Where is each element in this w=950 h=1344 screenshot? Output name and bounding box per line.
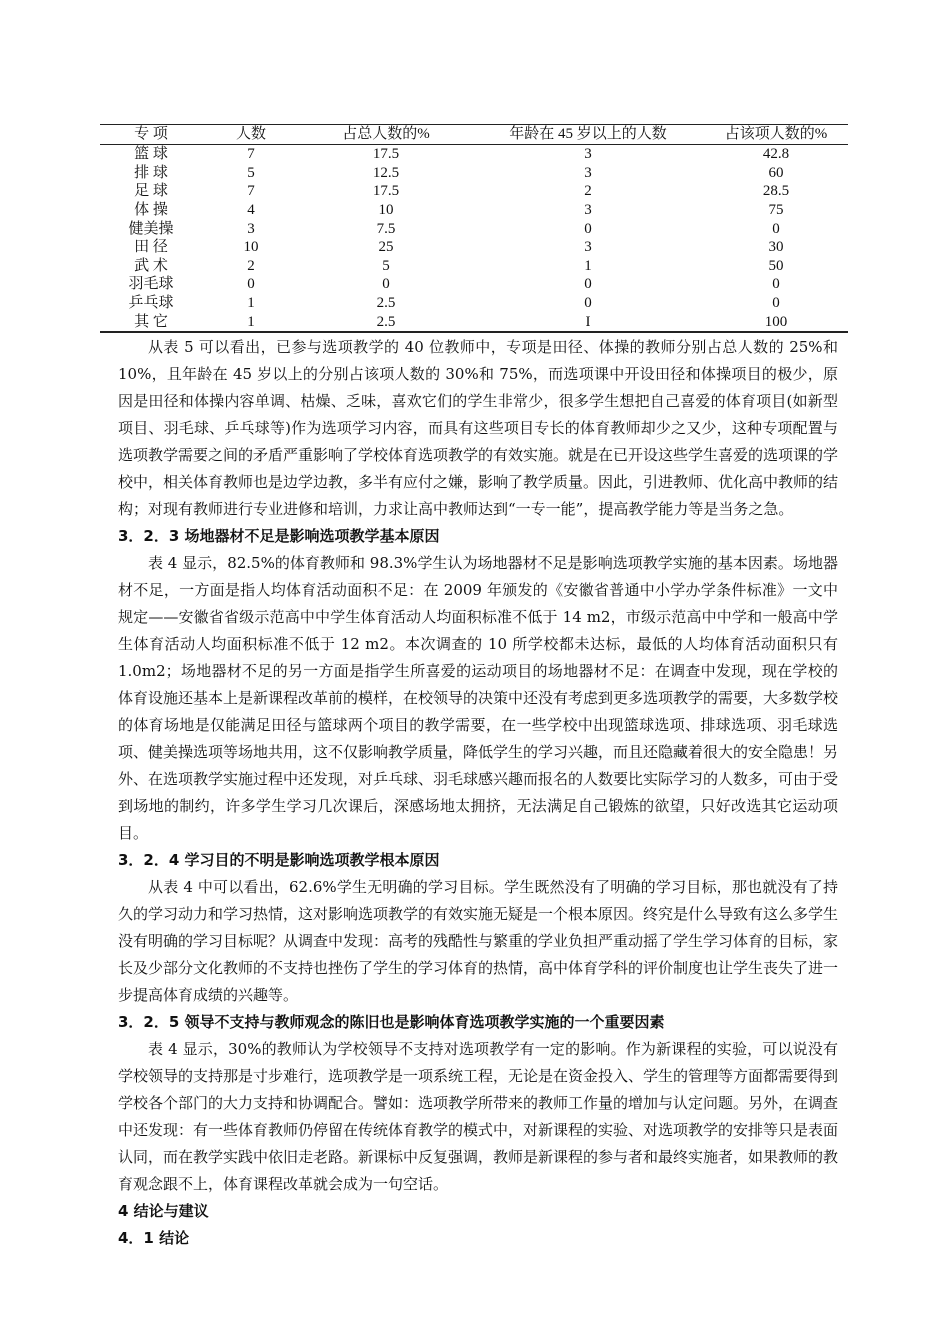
- table-cell: 25: [378, 239, 394, 256]
- table-cell: 体 操: [134, 202, 168, 219]
- paragraph-leadership: 表 4 显示，30%的教师认为学校领导不支持对选项教学有一定的影响。作为新课程的实验，可以说没有学校领导的支持那是寸步难行，选项教学是一项系统工程，无论是在资金投入、学生的管理等方面都需要得到学校各个部门的大力支持和协调配合。譬如：选项教学所带来的教师工作量的增加与认定问题。另外，在调查中还发现：有一些体育教师仍停留在传统体育教学的模式中，对新课程的实验、对选项教学的安排等只是表面认同，而在教学实践中依旧走老路。新课标中反复强调，教师是新课程的参与者和最终实施者，如果教师的教育观念跟不上，体育课程改革就会成为一句空话。: [118, 1040, 839, 1193]
- paragraph-learning-goals: 从表 4 中可以看出，62.6%学生无明确的学习目标。学生既然没有了明确的学习目标，那也就没有了持久的学习动力和学习热情，这对影响选项教学的有效实施无疑是一个根本原因。终究是什么导致有这么多学生没有明确的学习目标呢？从调查中发现：高考的残酷性与繁重的学业负担严重动摇了学生学习体育的目标，家长及少部分文化教师的不支持也挫伤了学生的学习体育的热情，高中体育学科的评价制度也让学生丧失了进一步提高体育成绩的兴趣等。: [118, 878, 839, 1004]
- table-body: [100, 145, 848, 332]
- table-cell: 3: [584, 239, 592, 256]
- table-cell: 1: [247, 295, 255, 312]
- table-row: [100, 164, 848, 183]
- table-header-row: [100, 125, 848, 145]
- table-row: [100, 182, 848, 201]
- table-cell: 乒乓球: [128, 295, 174, 312]
- paragraph-table5-analysis: 从表 5 可以看出，已参与选项教学的 40 位教师中，专项是田径、体操的教师分别占总人数的 25%和 10%，且年龄在 45 岁以上的分别占该项人数的 30%和 75%，而选项课中开设田径和体操项目的极少，原因是田径和体操内容单调、枯燥、乏味，喜欢它们的学生非常少，很多学生想把自己喜爱的体育项目(如新型项目、羽毛球、乒乓球等)作为选项学习内容，而具有这些项目专长的体育教师却少之又少，这种专项配置与选项教学需要之间的矛盾严重影响了学校体育选项教学的有效实施。就是在已开设这些学生喜爱的选项课的学校中，相关体育教师也是边学边教，多半有应付之嫌，影响了教学质量。因此，引进教师、优化高中教师的结构；对现有教师进行专业进修和培训，力求让高中教师达到“一专一能”，提高教学能力等是当务之急。: [118, 338, 839, 518]
- table-row: [100, 145, 848, 164]
- table-cell: 10: [243, 239, 259, 256]
- table-row: [100, 257, 848, 276]
- table-cell: 7: [247, 183, 255, 200]
- table-cell: 0: [584, 295, 592, 312]
- table-cell: 42.8: [762, 146, 790, 163]
- table-cell: 7.5: [376, 220, 396, 237]
- table-cell: 4: [247, 202, 255, 219]
- heading-3-2-4: 3．2．4 学习目的不明是影响选项教学根本原因: [118, 851, 440, 869]
- table-cell: 60: [768, 164, 784, 181]
- header-specialty: 专 项: [134, 126, 168, 142]
- table-cell: 17.5: [372, 183, 400, 200]
- paragraph-facilities: 表 4 显示，82.5%的体育教师和 98.3%学生认为场地器材不足是影响选项教学实施的基本因素。场地器材不足，一方面是指人均体育活动面积不足：在 2009 年颁发的《安徽省普通中小学办学条件标准》一文中规定——安徽省省级示范高中中学生体育活动人均面积标准不低于 14 m2，市级示范高中中学和一般高中学生体育活动人均面积标准不低于 12 m2。本次调查的 10 所学校都未达标，最低的人均体育活动面积只有 1.0m2；场地器材不足的另一方面是指学生所喜爱的运动项目的场地器材不足：在调查中发现，现在学校的体育设施还基本上是新课程改革前的模样，在校领导的决策中还没有考虑到更多选项教学的需要，大多数学校的体育场地是仅能满足田径与篮球两个项目的教学需要，在一些学校中出现篮球选项、排球选项、羽毛球选项、健美操选项等场地共用，这不仅影响教学质量，降低学生的学习兴趣，而且还隐藏着很大的安全隐患！另外、在选项教学实施过程中还发现，对乒乓球、羽毛球感兴趣而报名的人数要比实际学习的人数多，可由于受到场地的制约，许多学生学习几次课后，深感场地太拥挤，无法满足自己锻炼的欲望，只好改选其它运动项目。: [118, 554, 839, 842]
- table-cell: 28.5: [762, 183, 790, 200]
- table-cell: 1: [247, 313, 255, 330]
- table-cell: 30: [768, 239, 784, 256]
- table-cell: 0: [772, 295, 780, 312]
- teacher-specialty-table: [100, 124, 848, 333]
- header-count: 人数: [235, 126, 266, 142]
- table-cell: 其 它: [134, 313, 168, 330]
- table-cell: 健美操: [128, 220, 174, 237]
- table-row: [100, 275, 848, 294]
- table-row: [100, 238, 848, 257]
- heading-3-2-5: 3．2．5 领导不支持与教师观念的陈旧也是影响体育选项教学实施的一个重要因素: [118, 1013, 665, 1031]
- table-cell: 75: [768, 202, 784, 219]
- table-cell: 0: [584, 276, 592, 293]
- table-cell: 12.5: [372, 164, 400, 181]
- table-cell: 7: [247, 146, 255, 163]
- table-cell: 田 径: [134, 239, 168, 256]
- table-cell: 50: [768, 257, 784, 274]
- header-over-45-count: 年龄在 45 岁以上的人数: [509, 126, 667, 142]
- heading-4: 4 结论与建议: [118, 1202, 209, 1220]
- table-cell: 0: [247, 276, 255, 293]
- table-cell: 0: [772, 220, 780, 237]
- table-cell: 0: [584, 220, 592, 237]
- table-cell: 2: [247, 257, 255, 274]
- table-cell: 2.5: [376, 295, 396, 312]
- table-cell: 3: [584, 164, 592, 181]
- table-row: [100, 201, 848, 220]
- table-cell: 17.5: [372, 146, 400, 163]
- table-row: [100, 312, 848, 332]
- table-row: [100, 219, 848, 238]
- table-cell: 排 球: [134, 164, 168, 181]
- table-cell: 2: [584, 183, 592, 200]
- table-row: [100, 294, 848, 313]
- table-cell: 3: [247, 220, 255, 237]
- table-cell: 篮 球: [134, 146, 168, 163]
- table-cell: 0: [382, 276, 390, 293]
- heading-3-2-3: 3．2．3 场地器材不足是影响选项教学基本原因: [118, 527, 440, 545]
- table-cell: 10: [378, 202, 394, 219]
- header-percent-item: 占该项人数的%: [724, 126, 828, 142]
- body-text: [118, 334, 838, 1252]
- header-percent-total: 占总人数的%: [342, 126, 430, 142]
- table-cell: 3: [584, 146, 592, 163]
- table-cell: 0: [772, 276, 780, 293]
- table-cell: 5: [382, 257, 390, 274]
- table-cell: 羽毛球: [128, 276, 174, 293]
- heading-4-1: 4．1 结论: [118, 1229, 190, 1247]
- table-cell: 100: [764, 313, 788, 330]
- table-cell: 5: [247, 164, 255, 181]
- table-cell: 武 术: [134, 257, 168, 274]
- table-cell: 1: [584, 257, 592, 274]
- table-cell: 3: [584, 202, 592, 219]
- table-cell: 足 球: [134, 183, 168, 200]
- table-cell: I: [585, 313, 591, 330]
- table-cell: 2.5: [376, 313, 396, 330]
